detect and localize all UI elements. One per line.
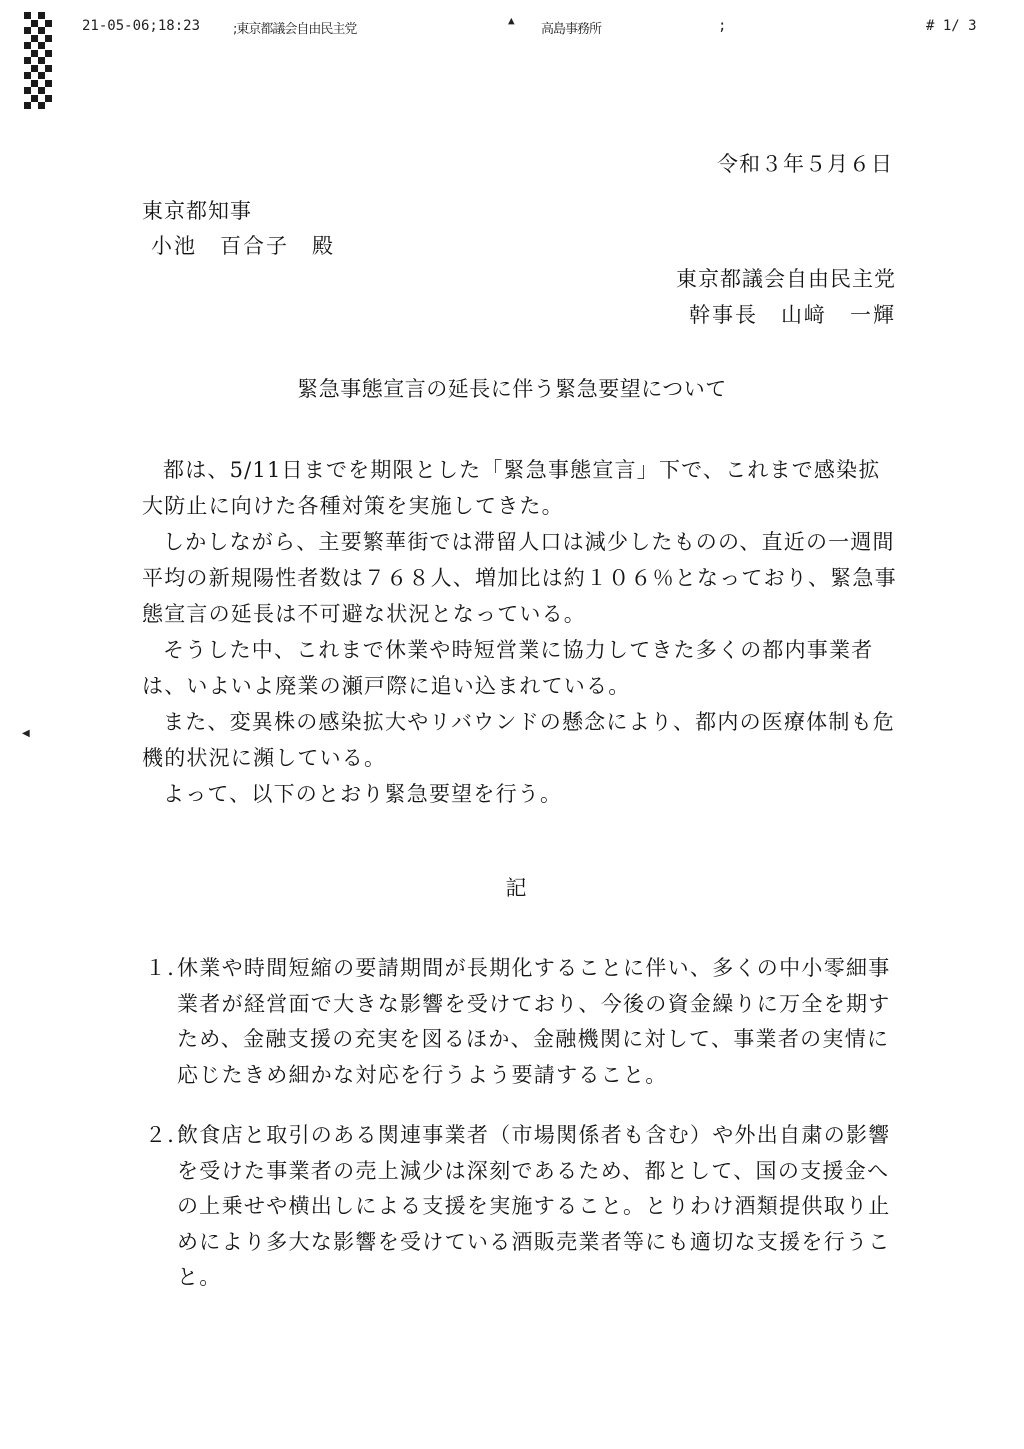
fax-marker-square xyxy=(38,27,45,34)
ki-heading: 記 xyxy=(505,876,527,900)
sender-organization: 東京都議会自由民主党 xyxy=(676,267,896,291)
fax-page-number: # 1/ 3 xyxy=(926,18,977,34)
fax-office: 高島事務所 xyxy=(541,22,602,37)
request-item xyxy=(145,951,897,1093)
request-item-number: １． xyxy=(145,956,190,980)
paragraph xyxy=(142,632,897,704)
request-item-text: 休業や時間短縮の要請期間が長期化することに伴い、多くの中小零細事業者が経営面で大きな影響を受けており、今後の資金繰りに万全を期すため、金融支援の充実を図るほか、金融機関に対して、事業者の実情に応じたきめ細かな対応を行うよう要請すること。 xyxy=(177,956,891,1087)
fax-marker-square xyxy=(45,20,52,27)
paragraph-text: また、変異株の感染拡大やリバウンドの懸念により、都内の医療体制も危機的状況に瀕している。 xyxy=(142,710,895,770)
fax-marker-square xyxy=(38,102,45,109)
fax-timestamp: 21-05-06;18:23 xyxy=(82,18,201,34)
fax-marker-square xyxy=(38,72,45,79)
paragraph xyxy=(142,452,897,524)
fax-arrow-icon: ▲ xyxy=(508,14,515,27)
fax-marker-square xyxy=(38,87,45,94)
paragraph-text: 都は、5/11日までを期限とした「緊急事態宣言」下で、これまで感染拡大防止に向けた各種対策を実施してきた。 xyxy=(142,458,881,518)
paragraph-text: しかしながら、主要繁華街では滞留人口は減少したものの、直近の一週間平均の新規陽性者数は７６８人、増加比は約１０６％となっており、緊急事態宣言の延長は不可避な状況となっている。 xyxy=(142,530,897,626)
fax-marker-square xyxy=(24,12,31,19)
fax-marker-square xyxy=(24,42,31,49)
fax-marker-square xyxy=(24,102,31,109)
fax-separator: ; xyxy=(718,18,727,34)
sender-name: 幹事長 山﨑 一輝 xyxy=(689,303,896,327)
fax-marker-square xyxy=(31,80,38,87)
fax-marker-square xyxy=(45,95,52,102)
fax-marker-square xyxy=(31,35,38,42)
request-item-number: ２． xyxy=(145,1123,190,1147)
fax-marker-square xyxy=(45,35,52,42)
fax-marker-square xyxy=(45,50,52,57)
fax-marker-square xyxy=(24,27,31,34)
addressee-name: 小池 百合子 殿 xyxy=(151,234,335,258)
paragraph xyxy=(142,704,897,776)
fax-marker-square xyxy=(24,72,31,79)
fax-sender: ;東京都議会自由民主党 xyxy=(233,22,357,37)
fax-marker-square xyxy=(31,50,38,57)
paragraph xyxy=(142,524,897,632)
fax-marker-square xyxy=(45,65,52,72)
left-arrow-icon: ◀ xyxy=(22,728,30,739)
fax-marker-square xyxy=(38,57,45,64)
paragraph xyxy=(142,776,897,812)
fax-marker-square xyxy=(24,57,31,64)
fax-marker-square xyxy=(45,80,52,87)
fax-marker-square xyxy=(24,87,31,94)
paragraph-text: そうした中、これまで休業や時短営業に協力してきた多くの都内事業者は、いよいよ廃業の瀬戸際に追い込まれている。 xyxy=(142,638,874,698)
addressee-title: 東京都知事 xyxy=(142,199,252,223)
fax-marker-square xyxy=(38,12,45,19)
document-title: 緊急事態宣言の延長に伴う緊急要望について xyxy=(297,377,727,401)
fax-marker-square xyxy=(31,65,38,72)
fax-marker-square xyxy=(38,42,45,49)
request-item xyxy=(145,1118,897,1296)
fax-marker-square xyxy=(31,20,38,27)
request-item-text: 飲食店と取引のある関連事業者（市場関係者も含む）や外出自粛の影響を受けた事業者の売上減少は深刻であるため、都として、国の支援金への上乗せや横出しによる支援を実施すること。とりわけ酒類提供取り止めにより多大な影響を受けている酒販売業者等にも適切な支援を行うこと。 xyxy=(177,1123,891,1289)
fax-marker-pattern xyxy=(24,12,52,112)
paragraph-text: よって、以下のとおり緊急要望を行う。 xyxy=(163,782,563,806)
document-date: 令和３年５月６日 xyxy=(717,152,893,176)
fax-marker-square xyxy=(31,95,38,102)
